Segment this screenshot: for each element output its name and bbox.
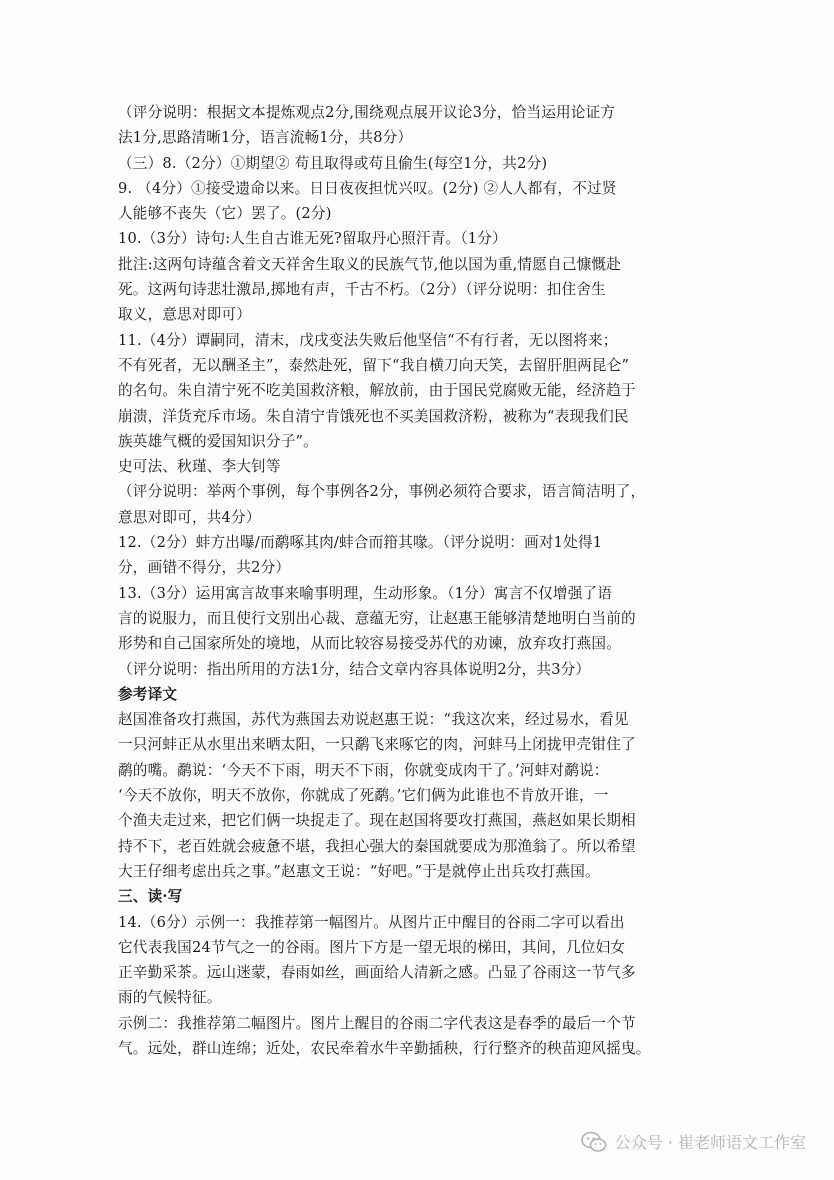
text-line: 分，画错不得分，共2分）: [118, 559, 291, 577]
text-line: （三）8.（2分）①期望② 苟且取得或苟且偷生(每空1分，共2分): [118, 154, 548, 172]
text-line: 10.（3分）诗句:人生自古谁无死?留取丹心照汗青。（1分）: [118, 230, 507, 248]
text-line: 崩溃，洋货充斥市场。朱自清宁肯饿死也不买美国救济粉，被称为“表现我们民: [118, 407, 629, 425]
text-line: 示例二：我推荐第二幅图片。图片上醒目的谷雨二字代表这是春季的最后一个节: [118, 1014, 636, 1032]
text-line: 一只河蚌正从水里出来晒太阳，一只鹬飞来啄它的肉，河蚌马上闭拢甲壳钳住了: [118, 736, 636, 754]
text-line: 气。远处，群山连绵；近处，农民牵着水牛辛勤插秧，行行整齐的秧苗迎风摇曳。: [118, 1039, 651, 1057]
text-line: 个渔夫走过来，把它们俩一块捉走了。现在赵国将要攻打燕国，燕赵如果长期相: [118, 812, 636, 830]
text-line: （评分说明：根据文本提炼观点2分,围绕观点展开议论3分，恰当运用论证方: [118, 104, 616, 121]
text-line: 形势和自己国家所处的境地，从而比较容易接受苏代的劝谏，放弃攻打燕国。: [118, 635, 621, 653]
text-line: 族英雄气概的爱国知识分子”。: [118, 432, 318, 450]
text-line: （评分说明：指出所用的方法1分，结合文章内容具体说明2分，共3分）: [118, 660, 591, 678]
text-line: 法1分,思路清晰1分，语言流畅1分，共8分）: [118, 129, 413, 147]
text-line: 鹬的嘴。鹬说：‘今天不下雨，明天不下雨，你就变成肉干了。’河蚌对鹬说：: [118, 761, 609, 779]
text-line: 11.（4分）谭嗣同，清末，戊戌变法失败后他坚信“不有行者，无以图将来；: [118, 331, 618, 349]
text-line: 人能够不丧失（它）罢了。(2分): [118, 205, 332, 223]
text-line: 赵国准备攻打燕国，苏代为燕国去劝说赵惠王说：“我这次来，经过易水，看见: [118, 711, 629, 729]
text-line: 大王仔细考虑出兵之事。”赵惠文王说：“好吧。”于是就停止出兵攻打燕国。: [118, 862, 600, 880]
text-line: （评分说明：举两个事例，每个事例各2分，事例必须符合要求，语言简洁明了，: [118, 483, 646, 501]
text-line: 13.（3分）运用寓言故事来喻事明理，生动形象。（1分）寓言不仅增强了语: [118, 584, 613, 602]
text-line: 12.（2分）蚌方出曝/而鹬啄其肉/蚌合而箝其喙。（评分说明：画对1处得1: [118, 534, 603, 552]
text-line: 的名句。朱自清宁死不吃美国救济粮，解放前，由于国民党腐败无能，经济趋于: [118, 382, 636, 400]
answer-document: [118, 100, 720, 1061]
text-line: 14.（6分）示例一：我推荐第一幅图片。从图片正中醒目的谷雨二字可以看出: [118, 913, 625, 931]
section-heading: 参考译文: [118, 685, 178, 703]
text-line: ‘今天不放你，明天不放你，你就成了死鹬。’它们俩为此谁也不肯放开谁，一: [118, 787, 609, 805]
text-line: 史可法、秋瑾、李大钊等: [118, 458, 281, 476]
wechat-icon: [581, 1131, 607, 1153]
text-line: 雨的气候特征。: [118, 989, 222, 1007]
text-line: 持不下，老百姓就会疲惫不堪，我担心强大的秦国就要成为那渔翁了。所以希望: [118, 837, 636, 855]
text-line: 正辛勤采茶。远山迷蒙，春雨如丝，画面给人清新之感。凸显了谷雨这一节气多: [118, 964, 636, 982]
watermark: [581, 1130, 806, 1153]
watermark-text: 公众号 · 崔老师语文工作室: [614, 1133, 806, 1152]
text-line: 意思对即可，共4分）: [118, 508, 261, 526]
text-line: 9. （4分）①接受遗命以来。日日夜夜担忧兴叹。(2分) ②人人都有，不过贤: [118, 179, 617, 197]
text-line: 死。这两句诗悲壮激昂,掷地有声，千古不朽。（2分）（评分说明：扣住舍生: [118, 281, 606, 299]
section-heading: 三、读·写: [118, 888, 183, 906]
text-line: 取义，意思对即可）: [118, 306, 252, 324]
text-line: 不有死者，无以酬圣主”，泰然赴死，留下“我自横刀向天笑，去留肝胆两昆仑”: [118, 356, 630, 374]
text-line: 言的说服力，而且使行文别出心裁、意蕴无穷，让赵惠王能够清楚地明白当前的: [118, 609, 636, 627]
text-line: 批注:这两句诗蕴含着文天祥舍生取义的民族气节,他以国为重,情愿自己慷慨赴: [118, 255, 621, 273]
text-line: 它代表我国24节气之一的谷雨。图片下方是一望无垠的梯田，其间，几位妇女: [118, 938, 626, 956]
